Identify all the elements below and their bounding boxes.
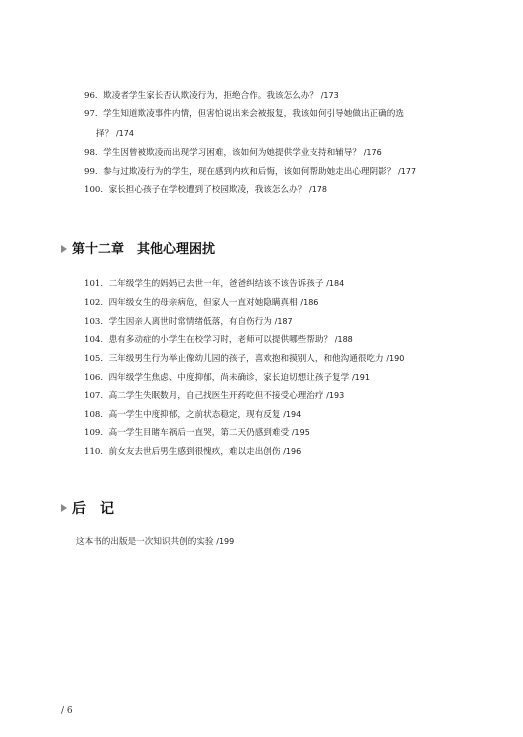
toc-entry-107[interactable] bbox=[84, 389, 484, 403]
entry-number: 106. bbox=[84, 373, 104, 383]
entry-page: /199 bbox=[216, 537, 235, 546]
entry-page: /194 bbox=[283, 410, 302, 419]
chapter-heading[interactable] bbox=[61, 238, 215, 257]
entry-title: 学生知道欺凌事件内情，但害怕说出来会被报复，我该如何引导她做出正确的选 bbox=[103, 109, 404, 119]
entry-page: /188 bbox=[334, 335, 353, 344]
entry-title: 四年级女生的母亲病危，但家人一直对她隐瞒真相 bbox=[108, 298, 298, 308]
entry-number: 104. bbox=[84, 335, 104, 345]
entry-page: /174 bbox=[115, 129, 134, 138]
entry-page: /173 bbox=[320, 91, 339, 100]
entry-number: 100. bbox=[84, 185, 104, 195]
entry-number: 98. bbox=[84, 148, 98, 158]
entry-title: 前女友去世后男生感到很愧疚，难以走出创伤 bbox=[108, 447, 281, 457]
toc-entry-100[interactable] bbox=[84, 183, 484, 197]
toc-entry-103[interactable] bbox=[84, 315, 484, 329]
entry-title: 家长担心孩子在学校遭到了校园欺凌，我该怎么办？ bbox=[108, 185, 307, 195]
entry-title: 学生因亲人离世时常情绪低落，有自伤行为 bbox=[108, 317, 272, 327]
toc-entry-104[interactable] bbox=[84, 333, 484, 347]
entry-title: 四年级学生焦虑、中度抑郁，尚未确诊，家长迫切想让孩子复学 bbox=[108, 373, 350, 383]
entry-title: 二年级学生的妈妈已去世一年，爸爸纠结该不该告诉孩子 bbox=[108, 279, 324, 289]
entry-number: 103. bbox=[84, 317, 104, 327]
entry-title: 欺凌者学生家长否认欺凌行为，拒绝合作。我该怎么办？ bbox=[103, 91, 318, 101]
toc-entry-101[interactable] bbox=[84, 277, 484, 291]
entry-page: /196 bbox=[283, 447, 302, 456]
entry-page: /186 bbox=[300, 298, 319, 307]
entry-number: 107. bbox=[84, 391, 104, 401]
afterword-heading[interactable] bbox=[61, 498, 114, 518]
entry-page: /190 bbox=[386, 354, 405, 363]
entry-number: 97. bbox=[84, 109, 98, 119]
toc-entry-106[interactable] bbox=[84, 371, 484, 385]
toc-entry-105[interactable] bbox=[84, 352, 484, 366]
entry-page: /187 bbox=[274, 317, 293, 326]
entry-page: /193 bbox=[326, 391, 345, 400]
toc-entry-108[interactable] bbox=[84, 408, 484, 422]
toc-entry-98[interactable] bbox=[84, 146, 484, 160]
entry-title: 高一学生中度抑郁，之前状态稳定，现有反复 bbox=[108, 410, 281, 420]
entry-number: 101. bbox=[84, 279, 104, 289]
entry-number: 102. bbox=[84, 298, 104, 308]
entry-number: 99. bbox=[84, 167, 98, 177]
entry-page: /184 bbox=[326, 279, 345, 288]
entry-page: /176 bbox=[363, 148, 382, 157]
entry-number: 108. bbox=[84, 410, 104, 420]
entry-title: 患有多动症的小学生在校学习时，老师可以提供哪些帮助？ bbox=[108, 335, 333, 345]
entry-page: /195 bbox=[291, 428, 310, 437]
entry-number: 96. bbox=[84, 91, 98, 101]
entry-number: 109. bbox=[84, 428, 104, 438]
toc-entry-97[interactable] bbox=[84, 108, 484, 121]
toc-entry-102[interactable] bbox=[84, 296, 484, 310]
entry-title: 三年级男生行为举止像幼儿园的孩子，喜欢抱和摸别人，和他沟通很吃力 bbox=[108, 354, 384, 364]
entry-page: /191 bbox=[351, 373, 370, 382]
toc-entry-110[interactable] bbox=[84, 445, 484, 459]
entry-title: 高二学生失眠数月，自己找医生开药吃但不接受心理治疗 bbox=[108, 391, 324, 401]
entry-title: 高一学生目睹车祸后一直哭，第二天仍感到难受 bbox=[108, 428, 290, 438]
toc-entry-afterword[interactable] bbox=[76, 535, 234, 547]
entry-page: /177 bbox=[398, 167, 417, 176]
toc-entry-96[interactable] bbox=[84, 89, 484, 103]
afterword-title: 后 记 bbox=[72, 501, 114, 517]
toc-entry-109[interactable] bbox=[84, 426, 484, 440]
triangle-marker-icon bbox=[61, 504, 67, 512]
entry-title: 这本书的出版是一次知识共创的实验 bbox=[76, 537, 214, 547]
toc-entry-99[interactable] bbox=[84, 165, 484, 179]
entry-title: 学生因曾被欺凌而出现学习困难，该如何为她提供学业支持和辅导？ bbox=[103, 148, 361, 158]
toc-entry-97-continued[interactable] bbox=[96, 127, 134, 139]
entry-title: 参与过欺凌行为的学生，现在感到内疚和后悔，该如何帮助她走出心理阴影？ bbox=[103, 167, 396, 177]
page-number: / 6 bbox=[61, 706, 73, 716]
entry-page: /178 bbox=[309, 185, 327, 194]
triangle-marker-icon bbox=[61, 245, 67, 253]
entry-title: 择？ bbox=[96, 129, 114, 139]
entry-number: 110. bbox=[84, 447, 104, 457]
entry-number: 105. bbox=[84, 354, 104, 364]
chapter-title: 第十二章 其他心理困扰 bbox=[72, 242, 216, 257]
